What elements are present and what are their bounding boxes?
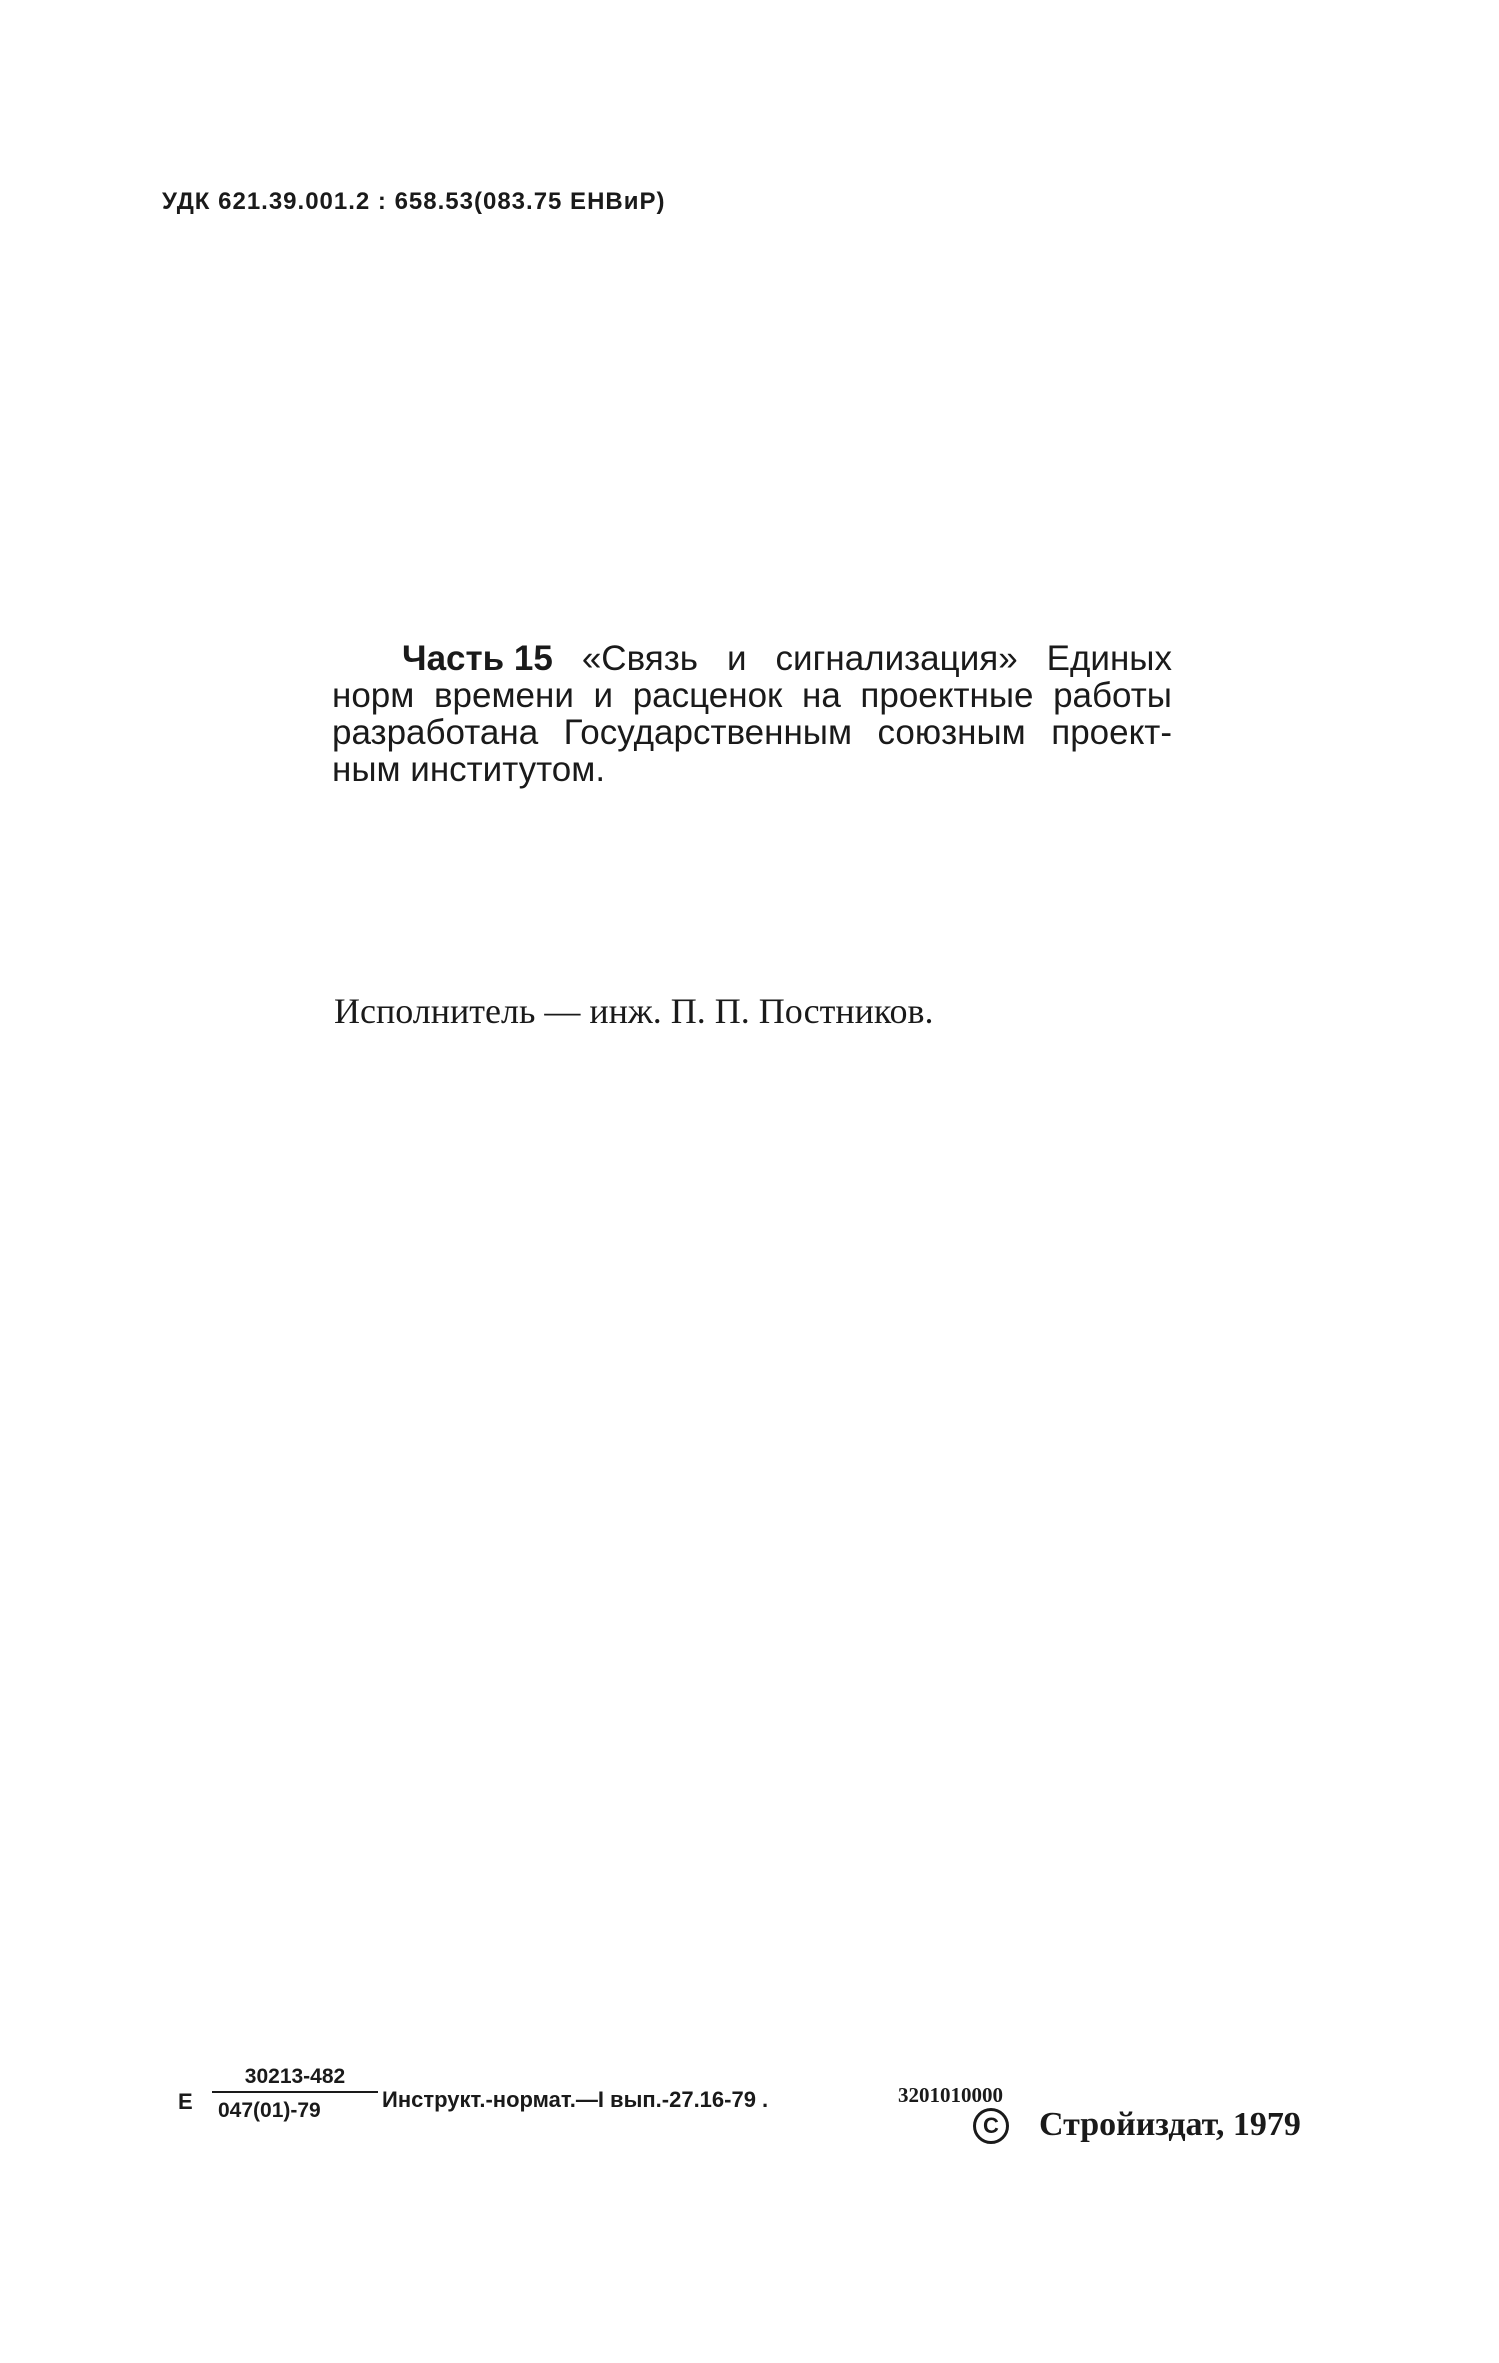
intro-line-3: [332, 714, 1172, 751]
intro-word: работы: [1053, 676, 1172, 715]
intro-word: и: [593, 676, 614, 715]
intro-word: союзным: [877, 713, 1026, 752]
intro-word: норм: [332, 676, 415, 715]
intro-word: сигнализация»: [775, 639, 1018, 678]
imprint-letter: Е: [178, 2089, 193, 2114]
copyright-line: [973, 2106, 1301, 2144]
executor-line: Исполнитель — инж. П. П. Постников.: [334, 991, 934, 1031]
intro-word: ным институтом.: [332, 750, 606, 789]
imprint-code: 3201010000: [898, 2083, 1003, 2107]
imprint-fraction: [212, 2065, 378, 2123]
intro-word: расценок: [632, 676, 783, 715]
intro-word: разработана: [332, 713, 539, 752]
udk-code: УДК 621.39.001.2 : 658.53(083.75 ЕНВиР): [162, 188, 666, 215]
part-label: Часть 15: [402, 639, 553, 678]
intro-line-2: [332, 677, 1172, 714]
intro-word: и: [727, 639, 747, 678]
imprint-instruction: Инструкт.-нормат.—I вып.-27.16-79 .: [382, 2087, 769, 2112]
intro-paragraph: [332, 640, 1172, 788]
intro-word: Единых: [1046, 639, 1172, 678]
intro-word: «Связь: [581, 639, 699, 678]
imprint-denominator: 047(01)-79: [218, 2099, 321, 2122]
intro-line-1: [332, 640, 1172, 677]
intro-word: на: [801, 676, 841, 715]
intro-word: проектные: [860, 676, 1034, 715]
imprint-numerator: 30213-482: [212, 2065, 378, 2093]
intro-word: времени: [433, 676, 574, 715]
publisher-name: Стройиздат, 1979: [1039, 2106, 1301, 2143]
intro-line-4: [332, 751, 1172, 788]
intro-word: Государственным: [563, 713, 853, 752]
copyright-icon: C: [973, 2108, 1009, 2144]
intro-word: проект-: [1051, 713, 1172, 752]
